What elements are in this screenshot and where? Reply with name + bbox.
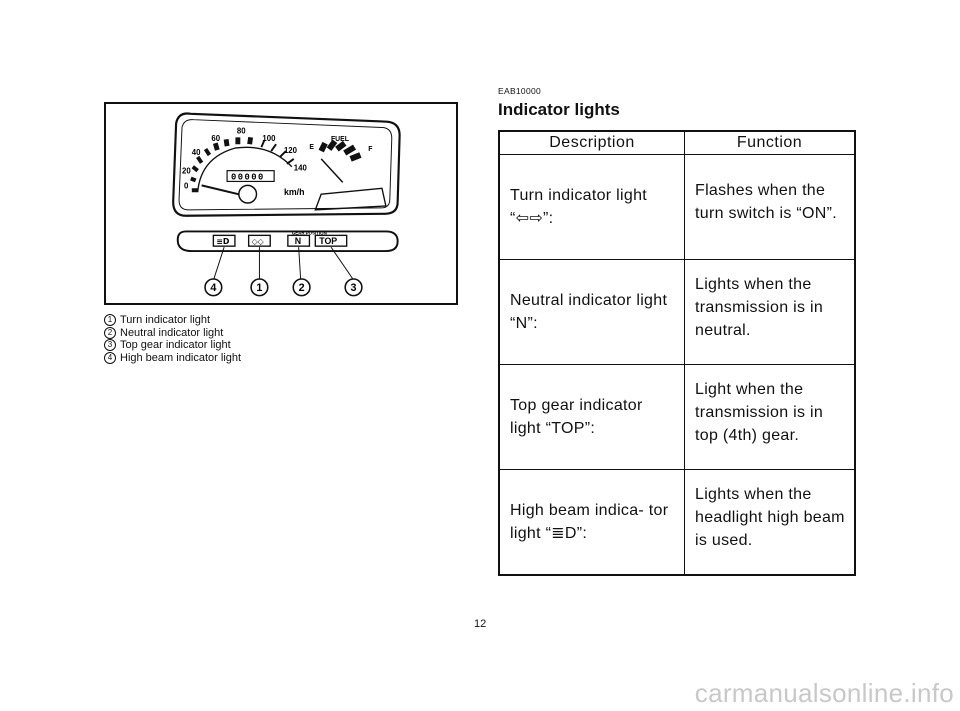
row-description: High beam indica- tor light “≣D”: [499,470,685,576]
fuel-empty-mark: E [309,144,315,152]
legend-number-badge: 2 [104,327,116,339]
top-gear-label: TOP [319,236,338,247]
legend-item [104,314,464,327]
figure-legend [104,314,464,364]
callout-number-2: 2 [298,282,305,295]
speed-mark-40: 40 [191,147,201,157]
table-row [499,260,855,365]
legend-text: Neutral indicator light [120,326,224,339]
speed-mark-120: 120 [283,146,298,156]
neutral-letter: N [294,236,302,247]
callout-number-3: 3 [350,282,357,295]
speed-mark-80: 80 [236,126,246,136]
row-function: Light when the transmission is in top (4th) gear. [685,365,856,470]
row-description: Top gear indicator light “TOP”: [499,365,685,470]
row-description: Neutral indicator light “N”: [499,260,685,365]
needle-hub [239,185,257,203]
gear-position-label: GEAR POSITION [291,230,327,236]
fuel-label: FUEL [330,136,349,144]
instrument-panel-drawing [106,104,456,303]
legend-number-badge: 1 [104,314,116,326]
instrument-panel-figure [104,102,458,305]
turn-arrows-icon: ◇◇ [251,237,264,247]
legend-item [104,327,464,340]
speed-mark-0: 0 [183,181,189,191]
indicator-lights-table [498,130,856,576]
row-function: Flashes when the turn switch is “ON”. [685,155,856,260]
speed-mark-140: 140 [293,163,307,173]
row-function: Lights when the headlight high beam is used. [685,470,856,576]
header-description: Description [499,131,685,155]
table-row [499,470,855,576]
table-row [499,365,855,470]
section-code: EAB10000 [498,86,542,96]
section-title: Indicator lights [498,100,620,119]
page-number: 12 [474,618,487,630]
speed-mark-20: 20 [181,166,191,176]
callout-number-4: 4 [210,282,217,295]
table-header-row [499,131,855,155]
speed-mark-60: 60 [211,134,221,144]
legend-item [104,352,464,365]
row-function: Lights when the transmission is in neutral. [685,260,856,365]
callout-leader-lines [213,247,352,280]
odometer-digits: 00000 [231,172,265,183]
legend-number-badge: 4 [104,352,116,364]
table-row [499,155,855,260]
legend-number-badge: 3 [104,339,116,351]
legend-text: Turn indicator light [120,314,211,326]
speed-unit: km/h [283,187,305,198]
header-function: Function [685,131,856,155]
legend-text: Top gear indicator light [120,339,231,351]
high-beam-symbol-icon: ≡D [216,237,230,247]
callout-number-1: 1 [256,282,263,295]
watermark-text: carmanualsonline.info [694,678,954,708]
legend-text: High beam indicator light [120,351,242,364]
speed-mark-100: 100 [262,134,276,144]
fuel-full-mark: F [368,146,373,154]
legend-item [104,339,464,352]
meter-lower-panel [315,188,386,210]
fuel-gauge [309,136,372,182]
row-description: Turn indicator light “⇦⇨”: [499,155,685,260]
